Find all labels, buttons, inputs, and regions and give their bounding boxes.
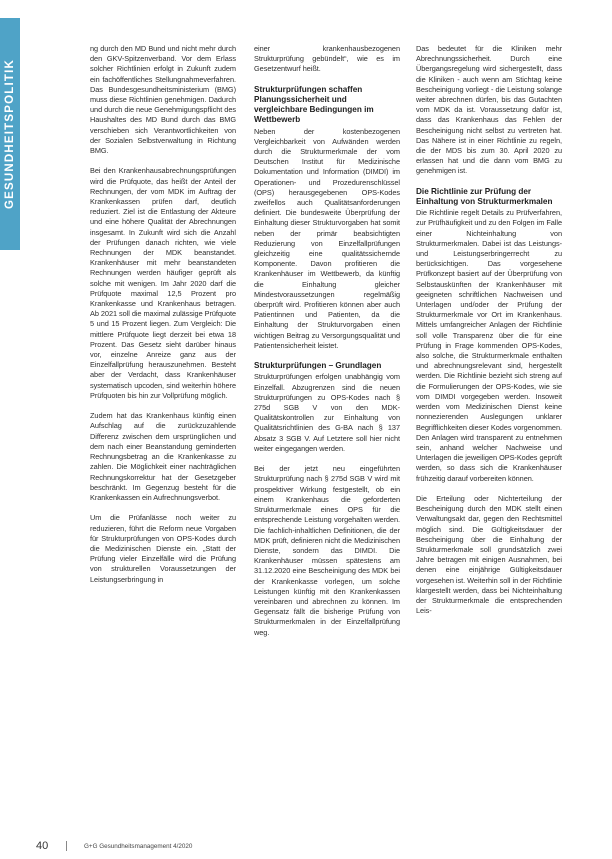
paragraph: Neben der kostenbezogenen Vergleichbarkeit von Aufwänden werden durch die Strukturmerkmale der vom Deutschen Institut für Medizinische Dokumentation und Information (DIMDI) im Operationen- und Prozedurenschlüssel (OPS) herausgegebenen OPS-Kodes zweifellos auch Qualitätsanforderungen definiert. Die bundesweite Überprüfung der Einhaltung dieser Strukturvorgaben hat somit neben der primär beabsichtigten Reduzierung von Einzelfallprüfungen gleichzeitig eine qualitätssichernde Komponente. Davon profitieren die Krankenhäuser im Wettbewerb, da künftig die Einhaltung gleicher Mindestvoraussetzungen regelmäßig überprüft wird. Profitieren können aber auch Patientinnen und Patienten, da die Einhaltung der Strukturvorgaben einen wichtigen Beitrag zu Versorgungsqualität und Patientensicherheit leistet. (254, 126, 400, 350)
text-column-2 (254, 44, 400, 648)
section-tab (0, 18, 20, 250)
text-column-1 (90, 44, 236, 595)
paragraph: Die Richtlinie regelt Details zu Prüfverfahren, zur Prüfhäufigkeit und zu den Folgen im Falle einer Nichteinhaltung von Strukturmerkmalen. Dabei ist das Leistungs- und Leistungserbringerrecht zu berücksichtigen. Das vorgesehene Prüfkonzept basiert auf der Überprüfung von Selbstauskünften der Krankenhäuser mit geeigneten schriftlichen Nachweisen und Unterlagen und/oder der Prüfung der Strukturmerkmale vor Ort im Krankenhaus. Mittels umfangreicher Anlagen der Richtlinie soll volle Transparenz über die für eine Prüfung in Frage kommenden OPS-Kodes, also solche, die Strukturmerkmale enthalten und abrechnungsrelevant sind, hergestellt werden. Die Richtlinie bezieht sich streng auf die Formulierungen der OPS-Kodes, wie sie vom DIMDI vorgegeben werden. Insoweit werden vom Medizinischen Dienst keine nonnezierenden Auslegungen unklarer Begrifflichkeiten dieser Kodes vorgenommen. Den Anlagen wird transparent zu entnehmen sein, anhand welcher Nachweise und Unterlagen die jeweiligen OPS-Kodes geprüft werden, so dass sich die Krankenhäuser frühzeitig darauf vorbereiten können. (416, 208, 562, 483)
paragraph: Das bedeutet für die Kliniken mehr Abrechnungssicherheit. Durch eine Übergangsregelung wird sichergestellt, dass die Kliniken - auch wenn am Stichtag keine Bescheinigung vorliegt - die Leistung solange weiter abrechnen dürfen, bis das Gutachten vom MDK da ist. Voraussetzung dafür ist, dass das Krankenhaus das Fehlen der Bescheinigung nicht selbst zu vertreten hat. Das Nähere ist in einer Richtlinie zu regeln, die der MDS bis zum 30. April 2020 zu erlassen hat und die dann vom BMG zu genehmigen ist. (416, 44, 562, 176)
footer-divider (66, 841, 67, 851)
paragraph: einer krankenhausbezogenen Strukturprüfung gebündelt“, wie es im Gesetzentwurf heißt. (254, 44, 400, 74)
paragraph: Bei den Krankenhausabrechnungsprüfungen wird die Prüfquote, das heißt der Anteil der Rechnungen, der vom MDK im Auftrag der Krankenkassen prüfen darf, deutlich reduziert. Ziel ist die Entlastung der Akteure und eine höhere Qualität der Abrechnungen insgesamt. In Zukunft wird sich die Anzahl der Prüfungen danach richten, wie viele Rechnungen der MDK beanstandet. Krankenhäuser mit mehr beanstandeten Rechnungen werden häufiger geprüft als solche mit wenigen. Im Jahr 2020 darf die Prüfquote maximal 12,5 Prozent pro Krankenkasse und Krankenhaus betragen. Ab 2021 soll die maximal zulässige Prüfquote 5 und 15 Prozent liegen. Zum Vergleich: Die mittlere Prüfquote liegt derzeit bei etwa 18 Prozent. Das Gesetz sieht darüber hinaus vor, einzelne Anreize ganz aus der Einzelfallprüfung herauszunehmen. Besteht aber der Verdacht, dass Krankenhäuser systematisch upcoden, sind weiterhin höhere Prüfquoten bis hin zur Vollprüfung möglich. (90, 166, 236, 400)
text-column-3 (416, 44, 562, 627)
magazine-title: G+G Gesundheitsmanagement 4/2020 (84, 843, 193, 850)
paragraph: Strukturprüfungen erfolgen unabhängig vom Einzelfall. Abzugrenzen sind die neuen Strukturprüfungen zu OPS-Kodes nach § 275d SGB V von den MDK-Qualitätskontrollen zur Einhaltung von Qualitätsrichtlinien des G-BA nach § 137 Absatz 3 SGB V. Auf Letztere soll hier nicht weiter eingegangen werden. (254, 372, 400, 453)
section-tab-label: GESUNDHEITSPOLITIK (4, 58, 16, 210)
page-footer (0, 840, 612, 854)
paragraph: ng durch den MD Bund und nicht mehr durch den GKV-Spitzenverband. Vor dem Erlass solcher Richtlinien erfolgt in Zukunft zudem ein fachöffentliches Stellungnahmeverfahren. Das Bundesgesundheitsministerium (BMG) muss diese Richtlinien genehmigen. Dadurch und durch die neue Genehmigungspflicht des Haushaltes des MD Bund durch das BMG verschieben sich Verantwortlichkeiten von der Sozialen Selbstverwaltung in Richtung BMG. (90, 44, 236, 156)
paragraph: Die Erteilung oder Nichterteilung der Bescheinigung durch den MDK stellt einen Verwaltungsakt dar, gegen den Rechtsmittel möglich sind. Die Gültigkeitsdauer der Bescheinigung über die Einhaltung der Strukturmerkmale soll grundsätzlich zwei Jahre betragen mit einigen Ausnahmen, bei denen eine einjährige Gültigkeitsdauer vorgesehen ist. Weiterhin soll in der Richtlinie klargestellt werden, dass bei Nichteinhaltung der Strukturmerkmale die entsprechenden Leis- (416, 493, 562, 616)
page-number: 40 (36, 840, 49, 852)
paragraph: Zudem hat das Krankenhaus künftig einen Aufschlag auf die zurückzuzahlende Differenz zwischen dem ursprünglichen und dem nach einer Beanstandung geminderten Rechnungsbetrag an die Krankenkasse zu zahlen. Die Möglichkeit einer nachträglichen Rechnungskorrektur hat der Gesetzgeber beschränkt. Im Gegenzug besteht für die Krankenkassen ein Aufrechnungsverbot. (90, 411, 236, 502)
paragraph: Um die Prüfanlässe noch weiter zu reduzieren, führt die Reform neue Vorgaben für Strukturprüfungen von OPS-Kodes durch die Medizinischen Dienste ein. „Statt der Prüfung vieler Einzelfälle wird die Prüfung von strukturellen Voraussetzungen der Leistungserbringung in (90, 513, 236, 584)
subheading: Strukturprüfungen – Grundlagen (254, 361, 382, 371)
subheading: Die Richtlinie zur Prüfung der Einhaltung von Strukturmerkmalen (416, 186, 553, 207)
subheading: Strukturprüfungen schaffen Planungssicherheit und vergleichbare Bedingungen im Wettbewerb (254, 84, 374, 125)
paragraph: Bei der jetzt neu eingeführten Strukturprüfung nach § 275d SGB V wird mit prospektiver Wirkung festgestellt, ob ein einem Krankenhaus die geforderten Strukturmerkmale eines OPS für die entsprechende Leistung vorgehalten werden. Die fachlich-inhaltlichen Definitionen, die der MDK prüft, definieren nicht die Medizinischen Dienste, sondern das DIMDI. Die Krankenhäuser müssen spätestens am 31.12.2020 eine Bescheinigung des MDK bei der Krankenkasse vorlegen, um solche Leistungen künftig mit den Krankenkassen vereinbaren und abrechnen zu können. Im Gegensatz fällt die bisherige Prüfung von Strukturmerkmalen in der Einzelfallprüfung weg. (254, 464, 400, 637)
